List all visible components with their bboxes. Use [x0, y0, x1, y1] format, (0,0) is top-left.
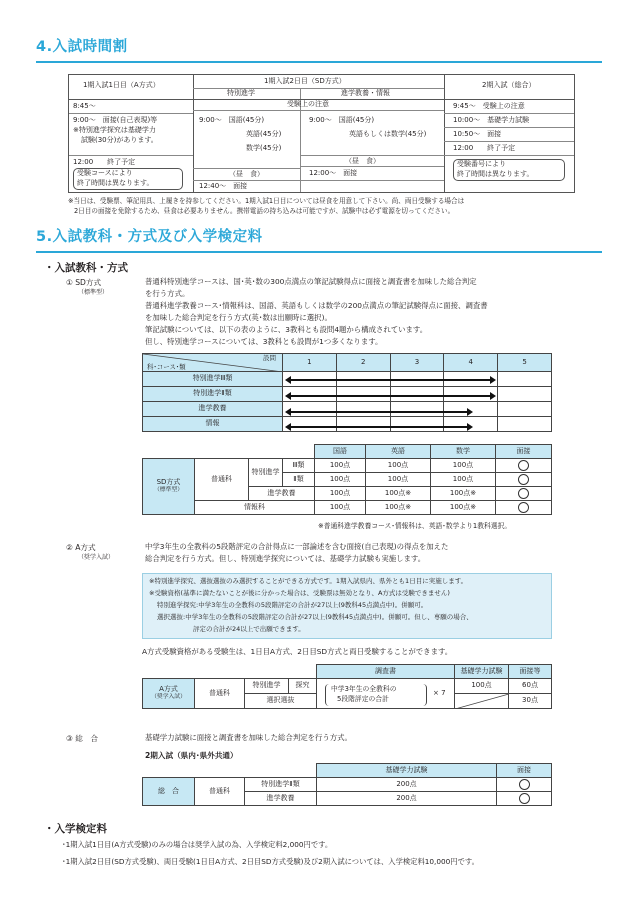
- futsu-label: 普通科: [195, 778, 245, 806]
- term2-title: 2期入試（県内･県外共通）: [145, 751, 238, 760]
- formula-cell: [317, 679, 455, 709]
- a-desc: 総合判定を行う方式。但し、特別進学探究については、基礎学力試験も実施します。: [145, 554, 426, 563]
- method-label-sub: （奨学入試）: [78, 554, 115, 561]
- c1-end: 12:00 終了予定: [73, 158, 136, 166]
- col-header: 面接等: [509, 665, 552, 679]
- c1-text: ※特別進学探究は基礎学力: [73, 126, 156, 134]
- c1-note: 終了時間は異なります。: [77, 179, 154, 187]
- col-header: 1: [283, 354, 337, 372]
- col-header: 国語: [315, 445, 366, 459]
- tokushin-label: 特別進学: [249, 459, 283, 487]
- col-header: 5: [498, 354, 552, 372]
- score-note: ※普通科進学教養コース･情報科は、英語･数学より1教科選択。: [318, 522, 512, 530]
- interview-cell: [496, 473, 552, 487]
- circle-mark: [519, 779, 530, 790]
- divider: [193, 180, 300, 181]
- corner-bottom: 科･コース･類: [147, 362, 186, 371]
- sogo-desc: 基礎学力試験に面接と調査書を加味した総合判定を行う方式。: [145, 733, 352, 742]
- sd-desc: 但し、特別進学コースについては、3教科とも設問が1つ多くなります。: [145, 337, 383, 346]
- col-header: 調査書: [317, 665, 455, 679]
- row-label: Ⅲ類: [283, 459, 315, 473]
- row-header: 特別進学Ⅱ類: [143, 387, 283, 402]
- kiso-cell: 200点: [317, 778, 497, 792]
- row-label: 選択選抜: [245, 694, 317, 709]
- divider: [193, 110, 444, 111]
- c3-note: 終了時間は異なります。: [457, 170, 534, 178]
- interview-cell: 60点: [509, 679, 552, 694]
- divider: [193, 168, 300, 169]
- divider: [444, 155, 574, 156]
- diagonal-line: [455, 694, 509, 709]
- question-arrow: [287, 379, 494, 381]
- c2-a: 数学(45分): [246, 144, 282, 152]
- a-note: 特別進学探究:中学3年生の全教科の5段階評定の合計が27以上(9教科45点満点中)。併願可。: [157, 601, 428, 609]
- divider: [300, 180, 444, 181]
- score-cell: 100点: [366, 459, 431, 473]
- row-label: 情報科: [195, 501, 315, 515]
- formula-text: 5段階評定の合計: [337, 695, 389, 703]
- interview-cell: 30点: [509, 694, 552, 709]
- c2-lunch: （昼 食）: [345, 157, 380, 165]
- section-5-title: 5.入試教科・方式及び入学検定料: [36, 229, 263, 245]
- c2-a: 9:00～ 国語(45分): [199, 116, 265, 124]
- c2-notice: 受験上の注意: [287, 100, 329, 108]
- interview-cell: [496, 487, 552, 501]
- c1-note: 受験コースにより: [77, 169, 133, 177]
- sd-desc: を加味した総合判定を行う方式(英･数は出願時に選択)。: [145, 313, 332, 322]
- a-note: ※特別進学探究、選抜選抜のみ選択することができる方式です。1期入試県内、県外とも1日目に実施します。: [149, 577, 468, 585]
- sd-desc: を行う方式。: [145, 289, 190, 298]
- question-arrow: [287, 395, 494, 397]
- score-cell: 100点: [315, 473, 366, 487]
- row-label: 探究: [289, 679, 317, 694]
- corner-top: 設問: [263, 354, 276, 362]
- row-header: 特別進学Ⅲ類: [143, 372, 283, 387]
- section-5-rule: [36, 251, 602, 253]
- a-note: ※受験資格(基準に満たないことが後に分かった場合は、受験票は無効となり、A方式は受験できません): [149, 589, 450, 597]
- score-cell: 100点※: [430, 501, 495, 515]
- c2-b: 9:00～ 国語(45分): [309, 116, 375, 124]
- method-label: ① SD方式: [66, 278, 102, 287]
- question-arrow: [287, 426, 471, 428]
- divider: [300, 155, 444, 156]
- col-header: 基礎学力試験: [317, 764, 497, 778]
- kiso-cell: 200点: [317, 792, 497, 806]
- c3-row: 9:45～ 受験上の注意: [453, 102, 525, 110]
- score-cell: 100点: [315, 501, 366, 515]
- c3-row: 12:00 終了予定: [453, 144, 516, 152]
- fee-line: ･1期入試2日目(SD方式受験)、両日受験(1日目A方式、2日目SD方式受験)及び2期入試については、入学検定料10,000円です。: [62, 857, 479, 866]
- sogo-label: 総 合: [143, 778, 195, 806]
- fee-line: ･1期入試1日目(A方式受験)のみの場合は奨学入試の為、入学検定料2,000円です。: [62, 840, 333, 849]
- circle-mark: [518, 488, 529, 499]
- interview-cell: [496, 459, 552, 473]
- futsu-label: 普通科: [195, 679, 245, 709]
- question-table-corner: [143, 354, 283, 372]
- col-header: 数学: [430, 445, 495, 459]
- section-4-title: 4.入試時間割: [36, 39, 128, 55]
- score-cell: 100点: [366, 473, 431, 487]
- c1-text: 試験(30分)があります。: [81, 136, 158, 144]
- interview-cell: [496, 501, 552, 515]
- section-4-rule: [36, 61, 602, 63]
- kiso-cell: 100点: [455, 679, 509, 694]
- divider: [69, 113, 193, 114]
- c3-row: 10:50～ 面接: [453, 130, 502, 138]
- c3-note: 受験番号により: [457, 160, 506, 168]
- fee-title: ・入学検定料: [44, 823, 107, 835]
- c2-b: 英語もしくは数学(45分): [349, 130, 427, 138]
- question-arrow: [287, 411, 471, 413]
- c2-b: 12:00～ 面接: [309, 169, 358, 177]
- row-label: 特別進学Ⅱ類: [245, 778, 317, 792]
- circle-mark: [518, 502, 529, 513]
- score-table: [142, 444, 552, 515]
- c2-a: 英語(45分): [246, 130, 282, 138]
- c3-row: 10:00～ 基礎学力試験: [453, 116, 530, 124]
- circle-mark: [519, 793, 530, 804]
- formula-text: 中学3年生の全教科の: [331, 685, 397, 693]
- futsu-label: 普通科: [195, 459, 249, 501]
- circle-mark: [518, 474, 529, 485]
- col-header: 面接: [497, 764, 552, 778]
- divider: [444, 127, 574, 128]
- c1-text: 9:00～ 面接(自己表現)等: [73, 116, 158, 124]
- divider: [193, 75, 194, 192]
- score-cell: 100点※: [366, 501, 431, 515]
- a-sub: （奨学入試）: [151, 694, 186, 701]
- formula-multiplier: × 7: [433, 689, 446, 697]
- a-label: A方式: [159, 685, 178, 694]
- row-group-sd: [143, 459, 195, 515]
- subsection-title: ・入試教科・方式: [44, 262, 128, 274]
- a-score-table: [142, 664, 552, 709]
- header-shingaku: 進学教養・情報: [341, 89, 390, 97]
- header-day1: 1期入試1日目（A方式）: [83, 81, 160, 89]
- col-header: 3: [390, 354, 444, 372]
- score-cell: 100点※: [430, 487, 495, 501]
- c2-a: 12:40～ 面接: [199, 182, 248, 190]
- score-cell: 100点※: [366, 487, 431, 501]
- row-label: 進学教養: [245, 792, 317, 806]
- score-cell: 100点: [430, 459, 495, 473]
- interview-cell: [497, 792, 552, 806]
- a-eligibility: A方式受験資格がある受験生は、1日目A方式、2日目SD方式と両日受験することができます。: [142, 647, 453, 656]
- divider: [444, 141, 574, 142]
- score-cell: 100点: [315, 459, 366, 473]
- c1-time: 8:45～: [73, 102, 96, 110]
- interview-cell: [497, 778, 552, 792]
- schedule-note: ※当日は、受験票、筆記用具、上履きを持参してください。1期入試1日目については昼食を用意して下さい。尚、両日受験する場合は: [68, 197, 465, 205]
- score-cell: 100点: [430, 473, 495, 487]
- divider: [444, 113, 574, 114]
- divider: [69, 155, 193, 156]
- a-desc: 中学3年生の全教科の5段階評定の合計得点に一部論述を含む面接(自己表現)の得点を加えた: [145, 542, 449, 551]
- sd-label: SD方式: [156, 478, 181, 487]
- row-header: 進学教養: [143, 402, 283, 417]
- row-label: 特別進学: [245, 679, 289, 694]
- row-group-a: [143, 679, 195, 709]
- sd-desc: 普通科特別進学コースは、国･英･数の300点満点の筆記試験得点に面接と調査書を加味した総合判定: [145, 277, 477, 286]
- header-term2: 2期入試（総合）: [482, 81, 536, 89]
- sd-sub: （標準型）: [154, 487, 183, 494]
- sd-desc: 筆記試験については、以下の表のように、3教科とも設問4題から構成されています。: [145, 325, 428, 334]
- method-label-sub: （標準型）: [78, 289, 109, 296]
- sd-desc: 普通科進学教養コース･情報科は、国語、英語もしくは数学の200点満点の筆記試験得点に面接、調査書: [145, 301, 488, 310]
- empty-cell: [455, 694, 509, 709]
- method-label: ③ 総 合: [66, 734, 99, 743]
- a-note: 評定の合計が24以上で出願できます。: [193, 625, 305, 633]
- row-header: 情報: [143, 417, 283, 432]
- divider: [300, 166, 444, 167]
- a-note-box: [142, 573, 552, 639]
- row-label: Ⅱ類: [283, 473, 315, 487]
- col-header: 4: [444, 354, 498, 372]
- method-label: ② A方式: [66, 543, 96, 552]
- col-header: 基礎学力試験: [455, 665, 509, 679]
- score-cell: 100点: [315, 487, 366, 501]
- sogo-table: [142, 763, 552, 806]
- header-tokushin: 特別進学: [227, 89, 255, 97]
- a-note: 選択選抜:中学3年生の全教科の5段階評定の合計が27以上(9教科45点満点中)。併願可。但し、専願の場合、: [157, 613, 473, 621]
- circle-mark: [518, 460, 529, 471]
- col-header: 2: [336, 354, 390, 372]
- schedule-table: [68, 74, 575, 193]
- schedule-note: 2日目の面接を免除するため、昼食は必要ありません。携帯電話の持ち込みは可能ですが、試験中は必ず電源を切ってください。: [74, 207, 455, 215]
- header-day2: 1期入試2日目（SD方式）: [264, 77, 346, 85]
- col-header: 面接: [496, 445, 552, 459]
- divider: [444, 75, 445, 192]
- col-header: 英語: [366, 445, 431, 459]
- row-label: 進学教養: [249, 487, 315, 501]
- c2-lunch: （昼 食）: [229, 170, 264, 178]
